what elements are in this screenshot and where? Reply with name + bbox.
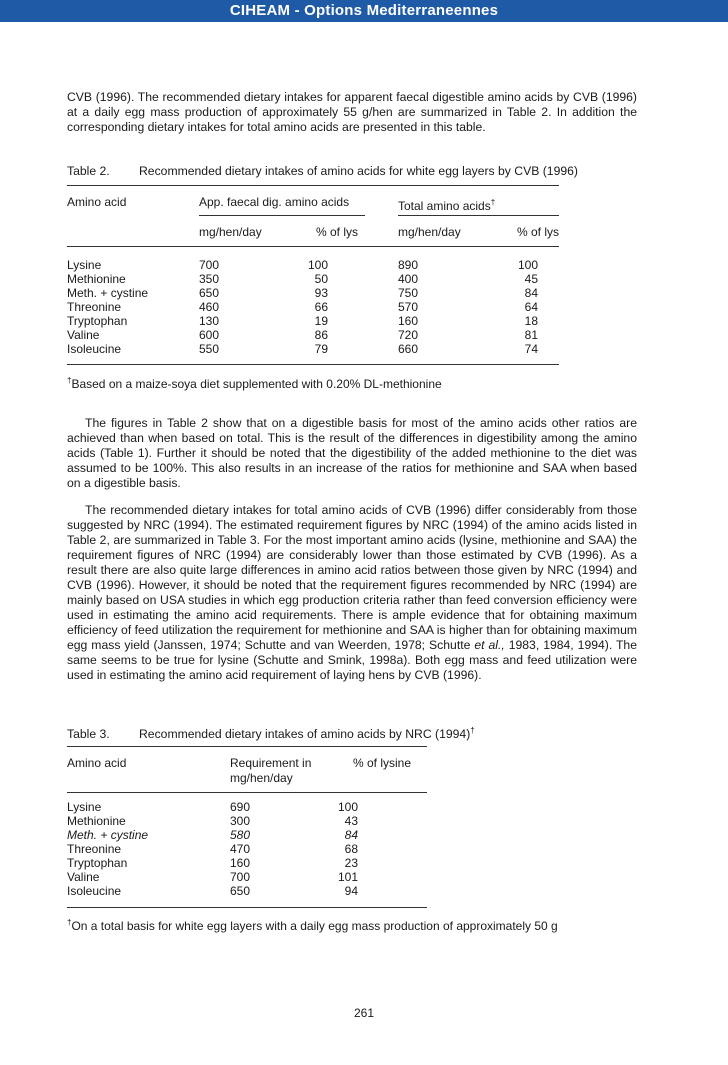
table2-row-name: Threonine [67,300,122,314]
table2-group2-label: Total amino acids [398,199,491,213]
table2-row-name: Methionine [67,272,126,286]
table3-dagger: † [470,726,475,735]
table3-header-rule [67,792,427,793]
table2-row-c3: 160 [398,314,419,328]
table2-sub4: % of lys [516,225,559,239]
table2-row-c3: 400 [398,272,419,286]
table3-col-req-line2: mg/hen/day [230,771,293,785]
table3-row-name: Valine [67,870,100,884]
table2-group2-header [398,195,495,214]
table2-row-c4: 100 [517,258,538,272]
table2-row-name: Lysine [67,258,102,272]
table3-footnote [67,918,558,933]
paragraph-2-text: The figures in Table 2 show that on a digestible basis for most of the amino acids other ratios are achieved than when based on total. This is the result of the differences in digestibility among the amino acids (Table 1). Further it should be noted that the digestibility of the added methionine to the diet was assumed to be 100%. This also results in an increase of the ratios for methionine and SAA when based on a digestible basis. [67,416,637,490]
table3-row-req: 690 [230,800,251,814]
table2-row-c1: 350 [199,272,220,286]
table2-row-c1: 550 [199,342,220,356]
page-number: 261 [353,1006,375,1020]
table3-row-name: Lysine [67,800,102,814]
table3-footnote-text: On a total basis for white egg layers with a daily egg mass production of approximately 50 g [71,919,558,933]
table3-row-pct: 94 [344,884,358,898]
table3-row-pct: 100 [337,800,358,814]
paragraph-3-etal: et al., [474,638,505,652]
table2-row-name: Meth. + cystine [67,286,149,300]
table2-label: Table 2. [67,164,110,178]
table2-footnote-dagger: † [67,376,72,385]
table2-row-c2: 50 [314,272,328,286]
table3-top-rule [67,746,427,747]
table2-row-c3: 570 [398,300,419,314]
table2-row-c3: 890 [398,258,419,272]
paragraph-2 [67,416,637,491]
table3-row-name: Isoleucine [67,884,122,898]
table2-bottom-rule [67,364,559,365]
table3-row-req: 700 [230,870,251,884]
table2-row-c3: 750 [398,286,419,300]
table2-sub2: % of lys [315,225,358,239]
table2-row-c2: 86 [314,328,328,342]
table3-row-pct: 43 [344,814,358,828]
table2-header-rule [67,246,559,247]
table3-title: Recommended dietary intakes of amino acids by NRC (1994) [139,727,471,742]
table3-row-req: 300 [230,814,251,828]
table2-row-name: Valine [67,328,100,342]
table2-row-c2: 100 [307,258,328,272]
table2-sub3: mg/hen/day [398,225,461,239]
table3-col-pct: % of lysine [353,756,412,770]
table3-row-name: Methionine [67,814,126,828]
table2-dagger: † [490,198,496,207]
table2-row-c1: 650 [199,286,220,300]
table2-col-amino: Amino acid [67,195,127,209]
table2-title: Recommended dietary intakes of amino acids for white egg layers by CVB (1996) [139,164,578,178]
table3-col-req-line1: Requirement in [230,756,312,770]
table2-row-c4: 84 [524,286,538,300]
table2-row-name: Tryptophan [67,314,128,328]
table3-row-req: 650 [230,884,251,898]
table3-row-req: 470 [230,842,251,856]
header-title: CIHEAM - Options Mediterraneennes [229,2,499,19]
table3-col-amino: Amino acid [67,756,127,770]
table3-row-pct: 84 [344,828,358,842]
table2-caption [67,164,578,178]
paragraph-3-text-b: 1983, 1984, 1994). The same seems to be true for lysine (Schutte and Smink, 1998a). Both egg mass and feed utilization were used in estimating the amino acid requirement of laying hens by CVB (1996). [67,638,637,682]
table2-row-c3: 660 [398,342,419,356]
table2-row-c4: 18 [524,314,538,328]
table2-top-rule [67,185,559,186]
table3-row-req: 160 [230,856,251,870]
table2-group1-header: App. faecal dig. amino acids [199,195,350,209]
table2-row-c1: 600 [199,328,220,342]
table3-footnote-dagger: † [67,918,72,927]
table2-group2-rule [398,215,559,216]
table3-row-req: 580 [230,828,251,842]
table2-row-c4: 81 [524,328,538,342]
header-banner [0,0,728,22]
table3-row-pct: 23 [344,856,358,870]
table3-caption [67,726,475,741]
intro-paragraph: CVB (1996). The recommended dietary intakes for apparent faecal digestible amino acids by CVB (1996) at a daily egg mass production of approximately 55 g/hen are summarized in Table 2. In addition the corresponding dietary intakes for total amino acids are presented in this table. [67,90,637,134]
table2-row-c1: 130 [199,314,220,328]
table2-row-c2: 79 [314,342,328,356]
table2-row-name: Isoleucine [67,342,122,356]
table3-row-name: Threonine [67,842,122,856]
table3-label: Table 3. [67,727,110,742]
table2-footnote-text: Based on a maize-soya diet supplemented with 0.20% DL-methionine [71,377,442,391]
paragraph-3 [67,503,637,683]
table2-row-c3: 720 [398,328,419,342]
table3-bottom-rule [67,907,427,908]
table3-row-name: Tryptophan [67,856,128,870]
table2-row-c2: 93 [314,286,328,300]
table2-row-c1: 460 [199,300,220,314]
table2-row-c2: 19 [314,314,328,328]
table2-row-c1: 700 [199,258,220,272]
table2-group1-rule [199,215,365,216]
table3-row-name: Meth. + cystine [67,828,149,842]
table2-footnote [67,376,442,391]
table3-row-pct: 101 [337,870,358,884]
table2-row-c4: 45 [524,272,538,286]
table2-row-c4: 64 [524,300,538,314]
table2-sub1: mg/hen/day [199,225,262,239]
table2-row-c2: 66 [314,300,328,314]
paragraph-3-text-a: The recommended dietary intakes for total amino acids of CVB (1996) differ considerably from those suggested by NRC (1994). The estimated requirement figures by NRC (1994) of the amino acids listed in Table 2, are summarized in Table 3. For the most important amino acids (lysine, methionine and SAA) the requirement figures of NRC (1994) are considerably lower than those estimated by CVB (1996). As a result there are also quite large differences in amino acid ratios between those given by NRC (1994) and CVB (1996). However, it should be noted that the requirement figures recommended by NRC (1994) are mainly based on USA studies in which egg production criteria rather than feed conversion efficiency were used in estimating the amino acid requirements. There is ample evidence that for obtaining maximum efficiency of feed utilization the requirement for methionine and SAA is higher than for obtaining maximum egg mass yield (Janssen, 1974; Schutte and van Weerden, 1978; Schutte [67,503,637,652]
table3-row-pct: 68 [344,842,358,856]
table2-row-c4: 74 [524,342,538,356]
